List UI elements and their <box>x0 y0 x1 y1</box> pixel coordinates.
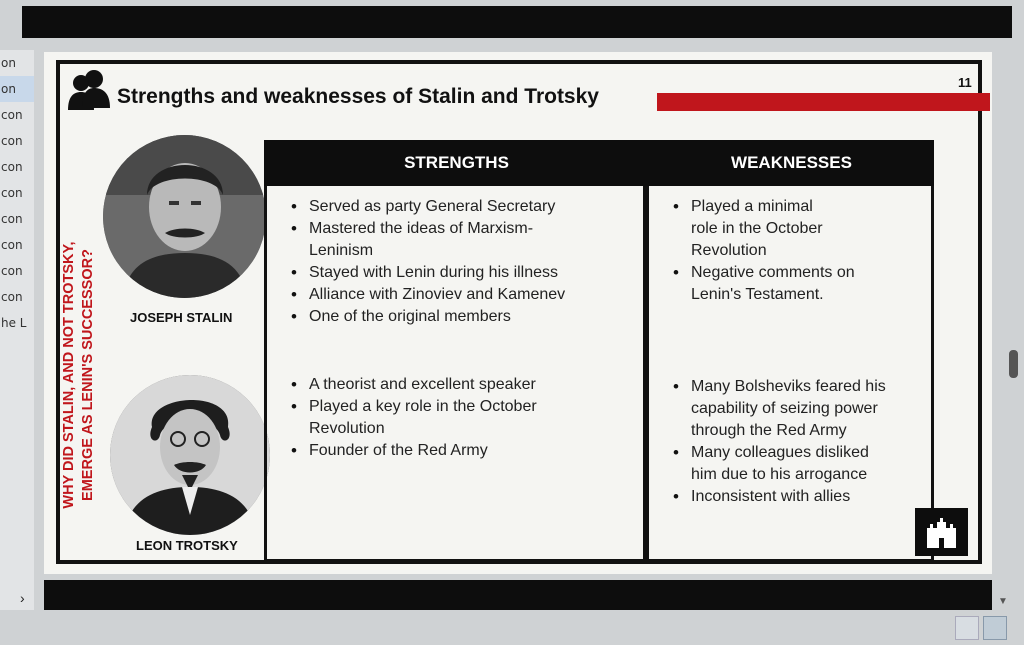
thumbnail-item[interactable]: he L <box>1 316 27 330</box>
thumbnail-item[interactable]: on <box>1 56 16 70</box>
castle-logo <box>915 508 968 556</box>
view-slide-icon[interactable] <box>983 616 1007 640</box>
scroll-down-arrow-icon[interactable]: ▼ <box>998 596 1008 607</box>
trotsky-portrait <box>110 375 270 535</box>
window-top-bar <box>22 6 1012 38</box>
header-strengths: STRENGTHS <box>404 153 509 172</box>
thumbnail-item[interactable]: con <box>1 264 23 278</box>
strengths-column <box>264 186 646 562</box>
trotsky-strengths-list <box>267 374 637 462</box>
thumbnail-item[interactable]: con <box>1 134 23 148</box>
castle-icon <box>915 508 968 556</box>
list-item: • Inconsistent with allies <box>649 486 899 508</box>
strengths-weaknesses-table <box>264 140 934 562</box>
thumbnail-item-selected[interactable]: on <box>0 76 34 102</box>
thumbnail-item[interactable]: con <box>1 186 23 200</box>
list-item: • One of the original members <box>267 306 637 328</box>
thumbnail-item[interactable]: con <box>1 160 23 174</box>
vertical-question-line-1: WHY DID STALIN, AND NOT TROTSKY, <box>61 241 77 509</box>
weaknesses-column <box>646 186 934 562</box>
vertical-question <box>60 210 98 540</box>
thumbnail-item[interactable]: con <box>1 108 23 122</box>
list-item: • Many Bolsheviks feared his capability of seizing power through the Red Army <box>649 376 891 442</box>
page-number: 11 <box>958 75 972 90</box>
chevron-right-icon[interactable]: › <box>20 590 25 606</box>
list-item: • Played a minimal role in the October Revolution <box>649 196 841 262</box>
list-item: • A theorist and excellent speaker <box>267 374 637 396</box>
thumbnail-item[interactable]: con <box>1 290 23 304</box>
vertical-question-line-2: EMERGE AS LENIN'S SUCCESSOR? <box>80 249 96 501</box>
header-weaknesses: WEAKNESSES <box>731 153 852 172</box>
thumbnail-item[interactable]: con <box>1 212 23 226</box>
list-item: • Negative comments on Lenin's Testament. <box>649 262 891 306</box>
thumbnail-item[interactable]: con <box>1 238 23 252</box>
list-item: • Founder of the Red Army <box>267 440 637 462</box>
stalin-portrait <box>103 135 266 298</box>
stalin-strengths-list <box>267 196 637 328</box>
slide-thumbnail-panel[interactable] <box>0 50 34 610</box>
list-item: • Served as party General Secretary <box>267 196 637 218</box>
table-header <box>264 140 934 186</box>
stalin-name: JOSEPH STALIN <box>130 310 233 325</box>
list-item: • Alliance with Zinoviev and Kamenev <box>267 284 637 306</box>
list-item: • Mastered the ideas of Marxism-Leninism <box>267 218 549 262</box>
trotsky-weaknesses-list <box>649 376 899 508</box>
scrollbar-thumb[interactable] <box>1009 350 1018 378</box>
view-grid-icon[interactable] <box>955 616 979 640</box>
slide-title: Strengths and weaknesses of Stalin and Trotsky <box>117 85 599 108</box>
list-item: • Played a key role in the October Revolution <box>267 396 579 440</box>
trotsky-photo-icon <box>110 375 270 535</box>
stalin-weaknesses-list <box>649 196 899 306</box>
people-icon <box>64 68 112 110</box>
title-accent-bar <box>657 93 990 111</box>
list-item: • Many colleagues disliked him due to his arrogance <box>649 442 881 486</box>
stalin-photo-icon <box>103 135 266 298</box>
list-item: • Stayed with Lenin during his illness <box>267 262 637 284</box>
window-bottom-bar <box>44 580 992 610</box>
trotsky-name: LEON TROTSKY <box>136 538 238 553</box>
